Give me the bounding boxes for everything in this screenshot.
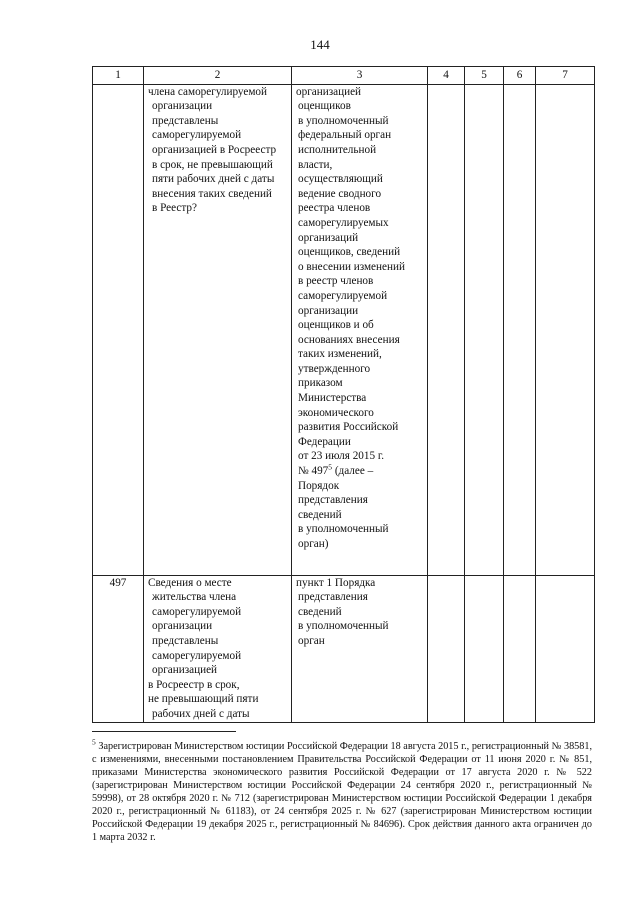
footnote-separator — [92, 731, 236, 732]
footnote-text: Зарегистрирован Министерством юстиции Российской Федерации 18 августа 2015 г., регистрационный № 38581, с изменениями, внесенными постановлением Правительства Российской Федерации от 11 июня 2020 г. № 851, приказами Министерства экономического развития Российской Федерации от 17 августа 2020 г. № 522 (зарегистрирован Министерством юстиции Российской Федерации 24 сентября 2020 г., регистрационный № 59998), от 28 октября 2020 г. № 712 (зарегистрирован Министерством юстиции Российской Федерации 1 декабря 2020 г., регистрационный № 61183), от 24 сентября 2025 г. № 627 (зарегистрирован Министерством юстиции Российской Федерации 19 декабря 2025 г., регистрационный № 84696). Срок действия данного акта ограничен до 1 марта 2032 г. — [92, 741, 592, 843]
empty-cell — [536, 84, 595, 575]
column-number-row — [93, 67, 595, 85]
requisites-line: от 23 июля 2015 г. — [298, 450, 385, 463]
question-cell — [144, 575, 292, 722]
requisites-line: федеральный орган — [298, 129, 392, 142]
question-line: рабочих дней с даты — [152, 707, 250, 720]
question-line: саморегулируемой — [152, 605, 242, 618]
footnote-ref: 5 — [328, 462, 333, 472]
empty-cell — [504, 575, 536, 722]
question-line: саморегулируемой — [152, 649, 242, 662]
question-line: в Реестр? — [152, 202, 197, 215]
requisites-line: осуществляющий — [298, 173, 383, 186]
requisites-line: власти, — [298, 158, 333, 171]
footnote — [92, 737, 592, 844]
requisites-line: реестра членов — [298, 202, 371, 215]
after-footnote-text: (далее – — [332, 465, 374, 478]
requisites-line: организацией — [296, 85, 362, 98]
column-number: 7 — [536, 67, 595, 85]
requisites-line: утвержденного — [298, 362, 371, 375]
column-number: 5 — [465, 67, 504, 85]
question-line: пяти рабочих дней с даты — [152, 173, 275, 186]
empty-cell — [536, 575, 595, 722]
question-line: не превышающий пяти — [148, 693, 259, 706]
requisites-line: саморегулируемой — [298, 289, 388, 302]
column-number: 1 — [93, 67, 144, 85]
requisites-line: пункт 1 Порядка — [296, 576, 376, 589]
requisites-line: представления — [298, 591, 368, 604]
row-number — [93, 84, 144, 575]
requisites-line: в уполномоченный — [298, 114, 389, 127]
requisites-line: саморегулируемых — [298, 216, 389, 229]
requisites-line: сведений — [298, 508, 342, 521]
question-line: организацией — [152, 664, 218, 677]
question-line: организации — [152, 100, 213, 113]
question-line: члена саморегулируемой — [148, 85, 268, 98]
empty-cell — [504, 84, 536, 575]
requisites-line: организации — [298, 304, 359, 317]
question-line: организации — [152, 620, 213, 633]
empty-cell — [428, 84, 465, 575]
column-number: 2 — [144, 67, 292, 85]
question-line: Сведения о месте — [148, 576, 232, 589]
question-line: организацией в Росреестр — [152, 143, 277, 156]
requisites-line: Федерации — [298, 435, 351, 448]
requisites-cell — [292, 84, 428, 575]
requisites-cell — [292, 575, 428, 722]
question-line: жительства члена — [152, 591, 237, 604]
requisites-line: ведение сводного — [298, 187, 382, 200]
column-number: 6 — [504, 67, 536, 85]
requisites-line: Порядок — [298, 479, 340, 492]
table-row — [93, 575, 595, 722]
question-line: в срок, не превышающий — [152, 158, 273, 171]
question-line: саморегулируемой — [152, 129, 242, 142]
question-line: в Росреестр в срок, — [148, 678, 240, 691]
requisites-line: орган) — [298, 538, 329, 550]
row-number: 497 — [93, 575, 144, 722]
requisites-line: оценщиков — [298, 100, 351, 113]
requisites-line: основаниях внесения — [298, 333, 400, 346]
order-number: № 497 — [298, 465, 329, 478]
question-line: представлены — [152, 634, 219, 647]
checklist-table — [92, 66, 595, 723]
table-row — [93, 84, 595, 575]
question-line: представлены — [152, 114, 219, 127]
requisites-line: Министерства — [298, 392, 367, 405]
empty-cell — [465, 575, 504, 722]
requisites-line: сведений — [298, 605, 342, 618]
requisites-line: оценщиков, сведений — [298, 246, 401, 259]
requisites-line: таких изменений, — [298, 348, 382, 361]
requisites-line: организаций — [298, 231, 359, 244]
requisites-line: исполнительной — [298, 143, 377, 156]
requisites-line: приказом — [298, 377, 343, 390]
requisites-line: оценщиков и об — [298, 319, 374, 332]
footnote-marker: 5 — [92, 737, 96, 747]
requisites-line: в уполномоченный — [298, 620, 389, 633]
empty-cell — [465, 84, 504, 575]
requisites-line: о внесении изменений — [298, 260, 405, 273]
question-cell — [144, 84, 292, 575]
question-line: внесения таких сведений — [152, 187, 272, 200]
page-number: 144 — [310, 37, 330, 52]
empty-cell — [428, 575, 465, 722]
requisites-line: развития Российской — [298, 421, 399, 434]
requisites-line: орган — [298, 634, 325, 647]
column-number: 3 — [292, 67, 428, 85]
requisites-line: экономического — [298, 406, 374, 419]
requisites-line: в уполномоченный — [298, 523, 389, 536]
column-number: 4 — [428, 67, 465, 85]
requisites-line: в реестр членов — [298, 275, 374, 288]
requisites-line: представления — [298, 494, 368, 507]
requisites-line-with-footnote — [296, 464, 425, 479]
